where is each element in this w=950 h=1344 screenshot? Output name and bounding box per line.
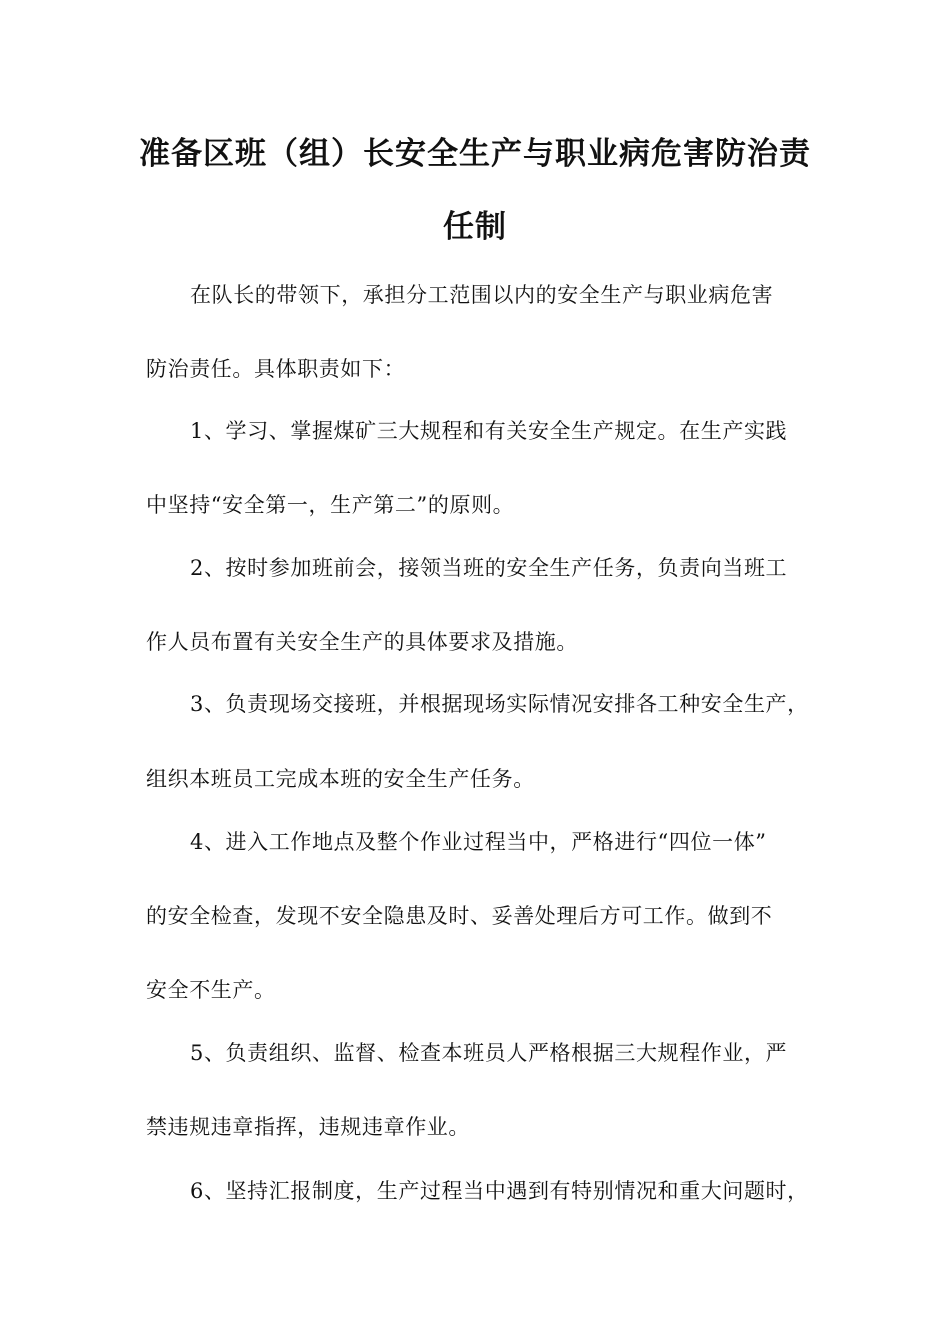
intro-line-1: 在队长的带领下，承担分工范围以内的安全生产与职业病危害 [190,283,774,307]
duty-4-line-1: 4、进入工作地点及整个作业过程当中，严格进行“四位一体” [190,830,767,854]
duty-4-line-3: 安全不生产。 [146,978,276,1002]
duty-5-line-2: 禁违规违章指挥，违规违章作业。 [146,1115,470,1139]
duty-3-line-2: 组织本班员工完成本班的安全生产任务。 [146,767,535,791]
duty-3-line-1: 3、负责现场交接班，并根据现场实际情况安排各工种安全生产， [190,692,809,716]
duty-2-line-1: 2、按时参加班前会，接领当班的安全生产任务，负责向当班工 [190,556,788,580]
intro-line-2: 防治责任。具体职责如下： [146,357,406,381]
duty-5-line-1: 5、负责组织、监督、检查本班员人严格根据三大规程作业，严 [190,1041,788,1065]
document-title-line-1: 准备区班（组）长安全生产与职业病危害防治责 [139,136,811,172]
duty-1-line-2: 中坚持“安全第一，生产第二”的原则。 [146,493,515,517]
duty-4-line-2: 的安全检查，发现不安全隐患及时、妥善处理后方可工作。做到不 [146,904,773,928]
duty-2-line-2: 作人员布置有关安全生产的具体要求及措施。 [146,630,578,654]
duty-6-line-1: 6、坚持汇报制度，生产过程当中遇到有特别情况和重大问题时， [190,1179,809,1203]
duty-1-line-1: 1、学习、掌握煤矿三大规程和有关安全生产规定。在生产实践 [190,419,788,443]
document-title-line-2: 任制 [443,209,507,245]
